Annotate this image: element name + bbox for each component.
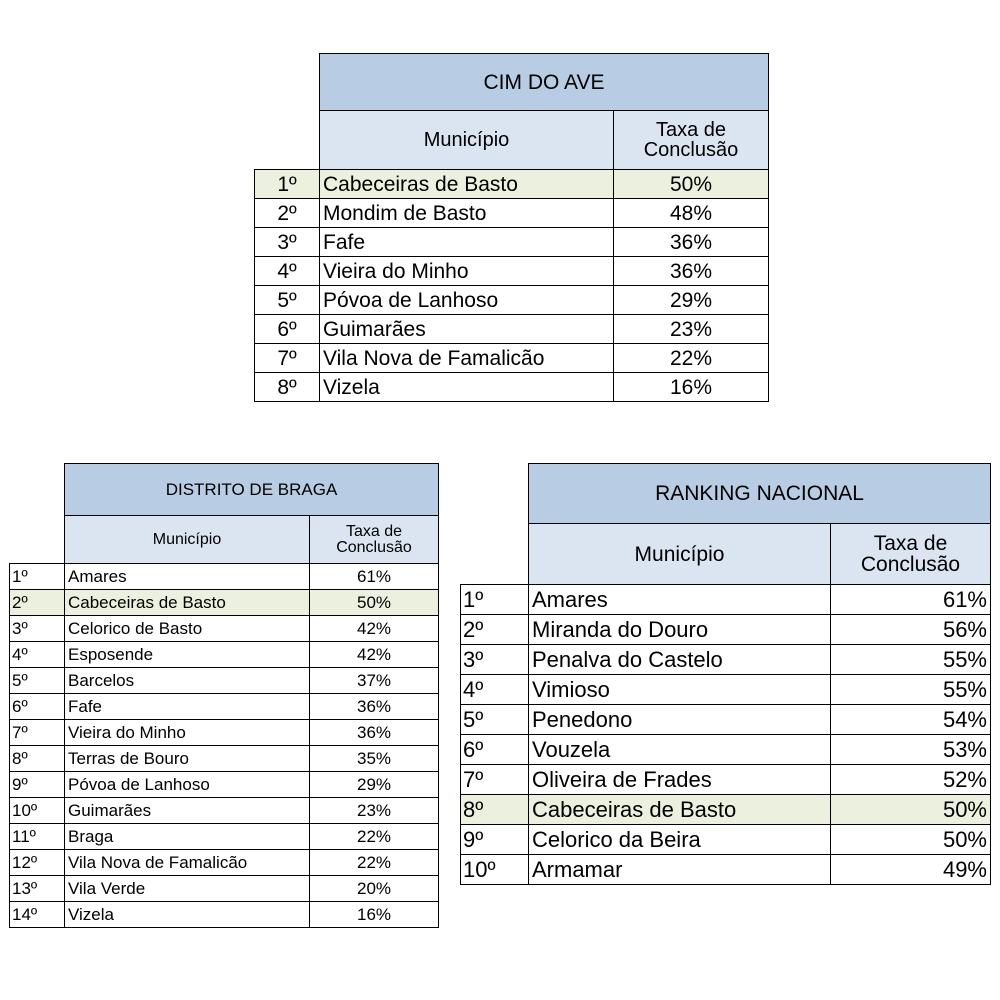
column-header-municipio: Município xyxy=(65,516,310,564)
table-row xyxy=(255,286,769,315)
rank-cell: 3º xyxy=(10,616,65,642)
rank-cell: 10º xyxy=(10,798,65,824)
taxa-cell: 36% xyxy=(614,257,769,286)
rank-cell: 4º xyxy=(255,257,320,286)
table-row xyxy=(10,772,439,798)
taxa-cell: 53% xyxy=(831,735,991,765)
municipio-cell: Amares xyxy=(65,564,310,590)
table-row xyxy=(10,850,439,876)
municipio-cell: Armamar xyxy=(529,855,831,885)
taxa-cell: 50% xyxy=(310,590,439,616)
rank-cell: 1º xyxy=(461,585,529,615)
taxa-cell: 22% xyxy=(614,344,769,373)
taxa-cell: 50% xyxy=(831,825,991,855)
taxa-cell: 42% xyxy=(310,616,439,642)
cim-do-ave-body xyxy=(255,54,769,402)
table-row xyxy=(10,798,439,824)
column-header-municipio: Município xyxy=(529,524,831,585)
rank-cell: 8º xyxy=(255,373,320,402)
taxa-cell: 23% xyxy=(614,315,769,344)
taxa-cell: 16% xyxy=(614,373,769,402)
table-row xyxy=(461,645,991,675)
table-row xyxy=(10,668,439,694)
municipio-cell: Terras de Bouro xyxy=(65,746,310,772)
table-row xyxy=(461,795,991,825)
table-row xyxy=(10,746,439,772)
taxa-cell: 36% xyxy=(310,720,439,746)
corner-blank xyxy=(255,54,320,111)
rank-cell: 3º xyxy=(255,228,320,257)
taxa-cell: 42% xyxy=(310,642,439,668)
rank-cell: 6º xyxy=(10,694,65,720)
corner-blank xyxy=(10,464,65,516)
table-row xyxy=(255,344,769,373)
rank-cell: 12º xyxy=(10,850,65,876)
rank-cell: 1º xyxy=(10,564,65,590)
rank-cell: 9º xyxy=(10,772,65,798)
taxa-cell: 49% xyxy=(831,855,991,885)
taxa-cell: 55% xyxy=(831,645,991,675)
table-row xyxy=(255,257,769,286)
municipio-cell: Póvoa de Lanhoso xyxy=(65,772,310,798)
table-row xyxy=(461,855,991,885)
rank-cell: 14º xyxy=(10,902,65,928)
municipio-cell: Vila Nova de Famalicão xyxy=(65,850,310,876)
rank-cell: 8º xyxy=(10,746,65,772)
municipio-cell: Fafe xyxy=(65,694,310,720)
column-header-taxa: Taxa de Conclusão xyxy=(614,111,769,170)
municipio-cell: Cabeceiras de Basto xyxy=(65,590,310,616)
rank-cell: 9º xyxy=(461,825,529,855)
rank-cell: 13º xyxy=(10,876,65,902)
table-row xyxy=(461,585,991,615)
municipio-cell: Fafe xyxy=(320,228,614,257)
municipio-cell: Miranda do Douro xyxy=(529,615,831,645)
taxa-cell: 37% xyxy=(310,668,439,694)
table-row xyxy=(10,590,439,616)
table-row xyxy=(461,705,991,735)
rank-cell: 4º xyxy=(10,642,65,668)
municipio-cell: Vimioso xyxy=(529,675,831,705)
table-row xyxy=(10,876,439,902)
rank-cell: 2º xyxy=(10,590,65,616)
taxa-cell: 50% xyxy=(614,170,769,199)
taxa-cell: 29% xyxy=(614,286,769,315)
municipio-cell: Vila Nova de Famalicão xyxy=(320,344,614,373)
taxa-cell: 56% xyxy=(831,615,991,645)
taxa-cell: 36% xyxy=(310,694,439,720)
municipio-cell: Mondim de Basto xyxy=(320,199,614,228)
municipio-cell: Cabeceiras de Basto xyxy=(320,170,614,199)
rank-cell: 1º xyxy=(255,170,320,199)
table-title: CIM DO AVE xyxy=(320,54,769,111)
ranking-nacional-body xyxy=(461,464,991,885)
rank-cell: 11º xyxy=(10,824,65,850)
table-row xyxy=(461,675,991,705)
taxa-cell: 20% xyxy=(310,876,439,902)
table-row xyxy=(255,315,769,344)
rank-cell: 5º xyxy=(461,705,529,735)
table-row xyxy=(10,824,439,850)
taxa-cell: 54% xyxy=(831,705,991,735)
rank-cell: 2º xyxy=(255,199,320,228)
municipio-cell: Cabeceiras de Basto xyxy=(529,795,831,825)
table-title: RANKING NACIONAL xyxy=(529,464,991,524)
rank-cell: 2º xyxy=(461,615,529,645)
municipio-cell: Braga xyxy=(65,824,310,850)
table-row xyxy=(255,170,769,199)
taxa-cell: 52% xyxy=(831,765,991,795)
column-header-municipio: Município xyxy=(320,111,614,170)
corner-blank xyxy=(255,111,320,170)
taxa-cell: 36% xyxy=(614,228,769,257)
table-row xyxy=(461,735,991,765)
table-row xyxy=(10,616,439,642)
municipio-cell: Esposende xyxy=(65,642,310,668)
taxa-cell: 35% xyxy=(310,746,439,772)
municipio-cell: Celorico da Beira xyxy=(529,825,831,855)
municipio-cell: Oliveira de Frades xyxy=(529,765,831,795)
municipio-cell: Penedono xyxy=(529,705,831,735)
rank-cell: 6º xyxy=(255,315,320,344)
corner-blank xyxy=(461,464,529,524)
rank-cell: 7º xyxy=(255,344,320,373)
corner-blank xyxy=(10,516,65,564)
taxa-cell: 50% xyxy=(831,795,991,825)
distrito-de-braga-body xyxy=(10,464,439,928)
column-header-taxa: Taxa de Conclusão xyxy=(831,524,991,585)
municipio-cell: Vieira do Minho xyxy=(320,257,614,286)
taxa-cell: 29% xyxy=(310,772,439,798)
rank-cell: 10º xyxy=(461,855,529,885)
ranking-nacional-table xyxy=(460,463,991,885)
rank-cell: 4º xyxy=(461,675,529,705)
table-row xyxy=(255,373,769,402)
rank-cell: 5º xyxy=(10,668,65,694)
rank-cell: 3º xyxy=(461,645,529,675)
taxa-cell: 48% xyxy=(614,199,769,228)
taxa-cell: 55% xyxy=(831,675,991,705)
table-row xyxy=(255,228,769,257)
rank-cell: 7º xyxy=(10,720,65,746)
taxa-cell: 61% xyxy=(831,585,991,615)
table-title: DISTRITO DE BRAGA xyxy=(65,464,439,516)
municipio-cell: Penalva do Castelo xyxy=(529,645,831,675)
table-row xyxy=(10,902,439,928)
table-row xyxy=(461,765,991,795)
taxa-cell: 23% xyxy=(310,798,439,824)
rank-cell: 8º xyxy=(461,795,529,825)
table-row xyxy=(10,564,439,590)
municipio-cell: Amares xyxy=(529,585,831,615)
table-row xyxy=(461,825,991,855)
taxa-cell: 22% xyxy=(310,824,439,850)
column-header-taxa: Taxa de Conclusão xyxy=(310,516,439,564)
rank-cell: 6º xyxy=(461,735,529,765)
cim-do-ave-table xyxy=(254,53,769,402)
municipio-cell: Vouzela xyxy=(529,735,831,765)
taxa-cell: 22% xyxy=(310,850,439,876)
table-row xyxy=(10,642,439,668)
rank-cell: 7º xyxy=(461,765,529,795)
rank-cell: 5º xyxy=(255,286,320,315)
municipio-cell: Barcelos xyxy=(65,668,310,694)
municipio-cell: Vila Verde xyxy=(65,876,310,902)
corner-blank xyxy=(461,524,529,585)
municipio-cell: Celorico de Basto xyxy=(65,616,310,642)
municipio-cell: Guimarães xyxy=(320,315,614,344)
municipio-cell: Vizela xyxy=(65,902,310,928)
table-row xyxy=(10,720,439,746)
municipio-cell: Vizela xyxy=(320,373,614,402)
municipio-cell: Póvoa de Lanhoso xyxy=(320,286,614,315)
municipio-cell: Vieira do Minho xyxy=(65,720,310,746)
taxa-cell: 61% xyxy=(310,564,439,590)
table-row xyxy=(10,694,439,720)
table-row xyxy=(461,615,991,645)
distrito-de-braga-table xyxy=(9,463,439,928)
taxa-cell: 16% xyxy=(310,902,439,928)
table-row xyxy=(255,199,769,228)
municipio-cell: Guimarães xyxy=(65,798,310,824)
